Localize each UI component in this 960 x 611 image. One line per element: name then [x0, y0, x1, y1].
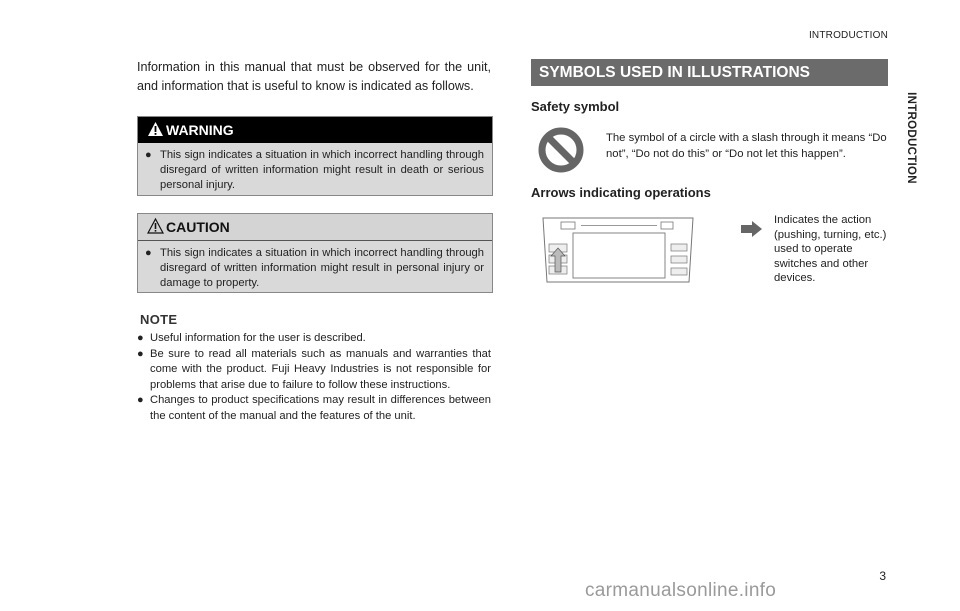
caution-body [138, 241, 492, 295]
side-tab [900, 86, 922, 190]
warning-label: WARNING [166, 122, 234, 138]
bullet-icon: ● [145, 149, 152, 161]
warning-icon [147, 121, 164, 137]
warning-text: This sign indicates a situation in which incorrect handling through disregard of written information might result in death or serious personal injury. [160, 149, 484, 191]
page-header: INTRODUCTION [808, 30, 888, 41]
page-number: 3 [879, 569, 886, 583]
bullet-icon: ● [137, 394, 144, 406]
caution-header [138, 214, 492, 241]
note-list [137, 331, 491, 424]
note-title: NOTE [140, 312, 178, 327]
note-item-text: Changes to product specifications may result in differences between the content of the manual and the features of the unit. [150, 394, 491, 422]
note-item [137, 331, 491, 347]
note-item [137, 393, 491, 424]
bullet-icon: ● [145, 247, 152, 259]
symbols-section-bar [531, 59, 888, 86]
warning-box [137, 116, 493, 196]
intro-paragraph: Information in this manual that must be observed for the unit, and information that is useful to know is indicated as follows. [137, 60, 491, 93]
prohibition-icon [536, 125, 586, 175]
head-unit-illustration [539, 214, 697, 286]
watermark: carmanualsonline.info [585, 580, 777, 601]
safety-symbol-text: The symbol of a circle with a slash through it means “Do not”, “Do not do this” or “Do not let this happen”. [606, 132, 887, 160]
side-tab-label: INTRODUCTION [905, 92, 917, 184]
bullet-icon: ● [137, 347, 144, 360]
symbols-title: SYMBOLS USED IN ILLUSTRATIONS [539, 64, 810, 81]
note-item-text: Useful information for the user is described. [150, 332, 366, 344]
warning-header [138, 117, 492, 143]
caution-icon [147, 218, 164, 234]
caution-text: This sign indicates a situation in which incorrect handling through disregard of written information might result in personal injury or damage to property. [160, 247, 484, 289]
right-arrow-icon [741, 221, 763, 237]
safety-symbol-heading: Safety symbol [531, 99, 620, 114]
arrows-text: Indicates the action (pushing, turning, etc.) used to operate switches and other devices. [774, 214, 887, 284]
warning-body [138, 143, 492, 197]
arrows-heading: Arrows indicating operations [531, 185, 711, 200]
caution-label: CAUTION [166, 219, 230, 235]
note-item [137, 347, 491, 394]
caution-box [137, 213, 493, 293]
note-item-text: Be sure to read all materials such as manuals and warranties that come with the product. Fuji Heavy Industries is not responsible for problems that arise due to failure to follow these instructions. [150, 347, 491, 391]
bullet-icon: ● [137, 332, 144, 344]
